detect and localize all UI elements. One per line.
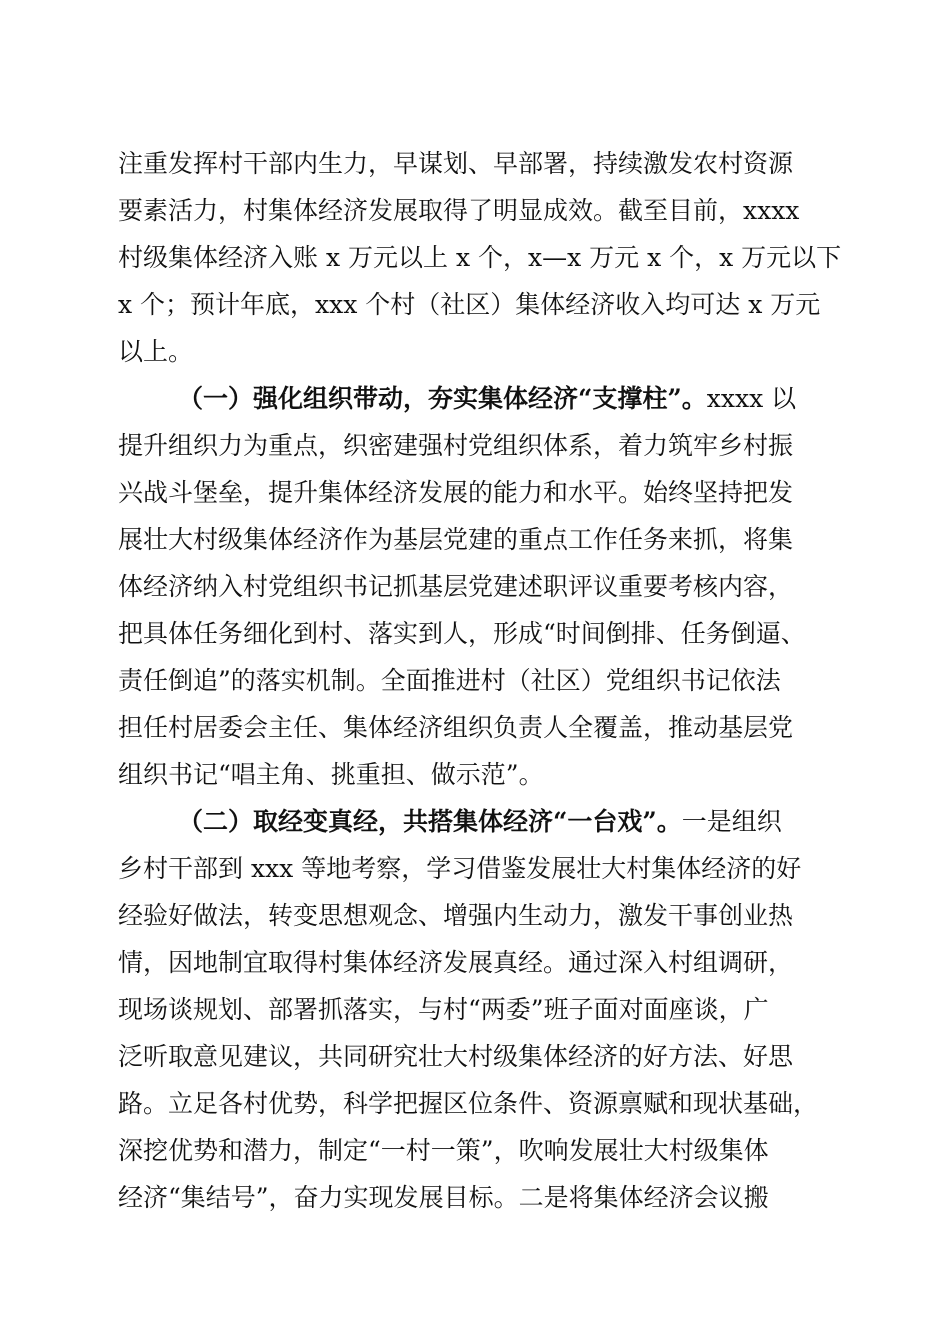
text-line: 展壮大村级集体经济作为基层党建的重点工作任务来抓，将集 bbox=[118, 525, 794, 554]
text-line: 把具体任务细化到村、落实到人，形成“时间倒排、任务倒逼、 bbox=[118, 619, 806, 648]
text-line: 要素活力，村集体经济发展取得了明显成效。截至目前，xxxx bbox=[118, 196, 800, 225]
text-line: 提升组织力为重点，织密建强村党组织体系，着力筑牢乡村振 bbox=[118, 431, 794, 460]
text-line: 深挖优势和潜力，制定“一村一策”，吹响发展壮大村级集体 bbox=[118, 1136, 769, 1165]
text-line: 体经济纳入村党组织书记抓基层党建述职评议重要考核内容， bbox=[118, 572, 794, 601]
section-1-first-line-rest: xxxx 以 bbox=[706, 384, 797, 413]
text-line: 情，因地制宜取得村集体经济发展真经。通过深入村组调研， bbox=[118, 948, 794, 977]
section-2-first-line-rest: 一是组织 bbox=[681, 807, 782, 836]
text-line: 经验好做法，转变思想观念、增强内生动力，激发干事创业热 bbox=[118, 901, 794, 930]
text-line: 乡村干部到 xxx 等地考察，学习借鉴发展壮大村集体经济的好 bbox=[118, 854, 802, 883]
document-body bbox=[118, 140, 842, 1221]
section-1-heading: （一）强化组织带动，夯实集体经济“支撑柱”。 bbox=[178, 384, 707, 413]
text-line: x 个；预计年底，xxx 个村（社区）集体经济收入均可达 x 万元 bbox=[118, 290, 821, 319]
text-line: 泛听取意见建议，共同研究壮大村级集体经济的好方法、好思 bbox=[118, 1042, 794, 1071]
text-line: 经济“集结号”，奋力实现发展目标。二是将集体经济会议搬 bbox=[118, 1183, 769, 1212]
paragraph-intro bbox=[118, 140, 842, 375]
text-line: 兴战斗堡垒，提升集体经济发展的能力和水平。始终坚持把发 bbox=[118, 478, 794, 507]
section-2-heading: （二）取经变真经，共搭集体经济“一台戏”。 bbox=[178, 807, 682, 836]
text-line: 担任村居委会主任、集体经济组织负责人全覆盖，推动基层党 bbox=[118, 713, 794, 742]
section-1 bbox=[118, 375, 838, 798]
text-line: 注重发挥村干部内生力，早谋划、早部署，持续激发农村资源 bbox=[118, 149, 794, 178]
section-1-first-line bbox=[118, 375, 838, 422]
text-line: 以上。 bbox=[118, 337, 194, 366]
text-line: 路。立足各村优势，科学把握区位条件、资源禀赋和现状基础， bbox=[118, 1089, 819, 1118]
section-2 bbox=[118, 798, 838, 1221]
text-line: 组织书记“唱主角、挑重担、做示范”。 bbox=[118, 760, 544, 789]
text-line: 现场谈规划、部署抓落实，与村“两委”班子面对面座谈，广 bbox=[118, 995, 769, 1024]
section-2-first-line bbox=[118, 798, 838, 845]
text-line: 村级集体经济入账 x 万元以上 x 个，x—x 万元 x 个，x 万元以下 bbox=[118, 243, 842, 272]
text-line: 责任倒追”的落实机制。全面推进村（社区）党组织书记依法 bbox=[118, 666, 781, 695]
